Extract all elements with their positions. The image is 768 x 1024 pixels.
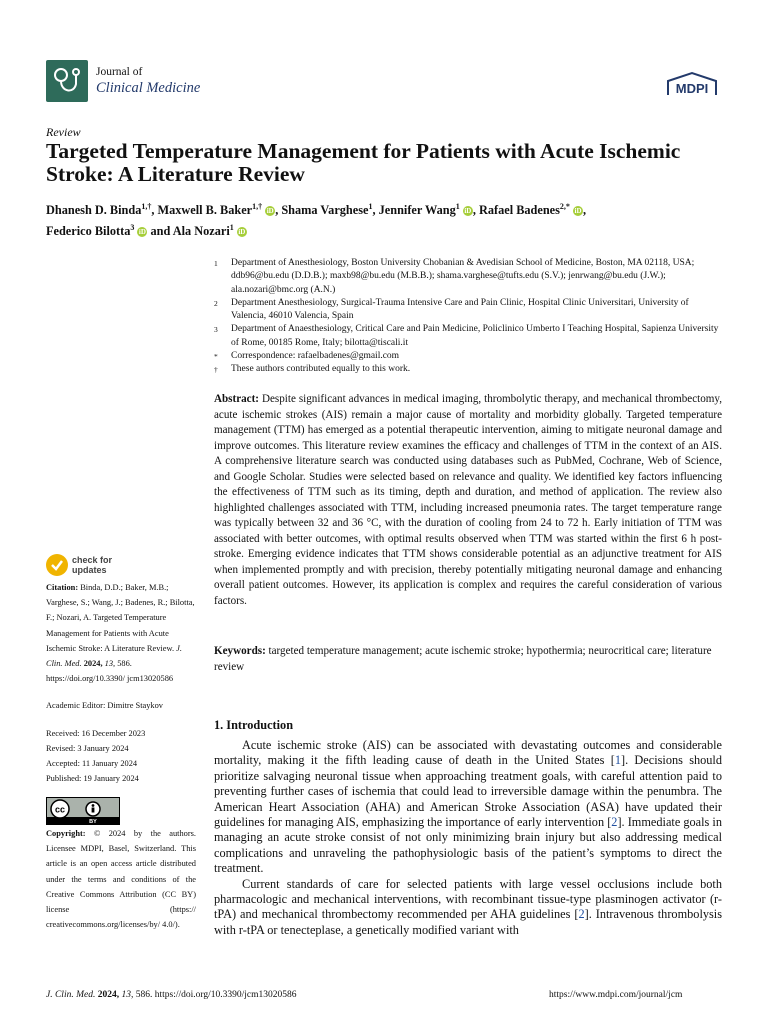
date-received: Received: 16 December 2023 xyxy=(46,728,146,738)
article-type: Review xyxy=(46,125,81,139)
affiliation-mark: 3 xyxy=(214,325,218,335)
citation-label: Citation: xyxy=(46,583,79,592)
copyright-text: © 2024 by the authors. Licensee MDPI, Basel, Switzerland. This article is an open access article distributed under the terms and conditions of the Creative Commons Attribution (CC BY) license (https:// creativecommons.org/licenses/by/ 4.0/). xyxy=(46,829,197,930)
footer-volume: 13, xyxy=(121,990,134,1000)
citation-volume: 13, xyxy=(104,659,116,669)
reference-link[interactable]: 2 xyxy=(611,815,618,830)
reference-link[interactable]: 1 xyxy=(614,753,621,768)
author-affiliation: 2,* xyxy=(559,202,570,211)
author-name[interactable]: Dhanesh D. Binda xyxy=(46,203,142,218)
copyright-label: Copyright: xyxy=(46,829,86,838)
check-updates-line1: check for xyxy=(72,555,113,565)
article-info-sidebar xyxy=(46,580,196,786)
citation-doi-link[interactable]: 586. https://doi.org/10.3390/ jcm13020586 xyxy=(46,659,174,684)
abstract-label: Abstract: xyxy=(214,393,259,405)
orcid-icon[interactable]: iD xyxy=(574,207,582,216)
check-updates-line2: updates xyxy=(72,565,107,575)
author-name[interactable]: Federico Bilotta xyxy=(46,224,131,239)
mdpi-logo xyxy=(664,71,720,99)
orcid-icon[interactable]: iD xyxy=(138,228,146,237)
author-list xyxy=(46,198,726,240)
affiliation-mark: 1 xyxy=(214,259,218,268)
paragraph-text: ]. Immediate goals in managing an acute stroke consist of not only minimizing brain injury but also addressing medical complications and unraveling the pathophysiologic basis of the patient’s symptoms to direct the treatment. xyxy=(214,815,722,876)
author-name[interactable]: Rafael Badenes xyxy=(478,203,560,218)
affiliation-item xyxy=(214,350,724,363)
journal-name: Clinical Medicine xyxy=(96,80,201,96)
journal-logo-icon xyxy=(46,60,88,102)
paragraph-text: Current standards of care for selected patients with large vessel occlusions include both pharmacologic and mechanical interventions, with recombinant tissue-type plasminogen activator (r-tPA) and mechanical thrombectomy recommended per AHA guidelines [ xyxy=(214,876,722,922)
paragraph-text: ]. Intravenous thrombolysis with r-tPA or tenecteplase, a genetically modified variant with xyxy=(214,907,722,937)
keywords-text: targeted temperature management; acute ischemic stroke; hypothermia; neurocritical care; literature review xyxy=(214,645,712,673)
author-affiliation: 3 xyxy=(130,223,135,233)
affiliation-mark: † xyxy=(214,365,218,375)
paragraph xyxy=(214,738,722,877)
footer-journal: J. Clin. Med. xyxy=(46,990,96,1000)
check-updates-label xyxy=(72,555,112,575)
author-separator: , xyxy=(275,203,282,218)
date-revised: Revised: 3 January 2024 xyxy=(46,743,129,753)
paragraph-text: Acute ischemic stroke (AIS) can be associated with devastating outcomes and considerable mortality, making it the fifth leading cause of death in the United States [ xyxy=(214,738,722,768)
author-name[interactable]: Jennifer Wang xyxy=(378,203,456,218)
copyright-notice xyxy=(46,826,196,932)
cc-by-license-icon[interactable] xyxy=(46,797,120,825)
article-title: Targeted Temperature Management for Patients with Acute Ischemic Stroke: A Literature Review xyxy=(46,139,681,186)
abstract-text: Despite significant advances in medical imaging, thrombolytic therapy, and mechanical thrombectomy, acute ischemic strokes (AIS) remain a major cause of mortality and morbidity globally. Targeted temperature management (TTM) has emerged as a potential therapeutic intervention, aiming to mitigate neuronal damage and improve outcomes. This literature review examines the efficacy and challenges of TTM in the context of an AIS. A comprehensive literature search was conducted using databases such as PubMed, Cochrane, Web of Science, and Google Scholar. Studies were selected based on relevance and quality. We identified key factors influencing the effectiveness of TTM such as its timing, depth and duration, and method of application. The review also highlighted challenges associated with TTM, including increased pneumonia rates. The target temperature range was typically between 32 and 36 °C, with the duration of cooling from 24 to 72 h. Early initiation of TTM was associated with better outcomes, with optimal results observed when TTM was started within the first 6 h post-stroke. Emerging evidence indicates that TTM shows considerable potential as an adjunctive treatment for AIS when implemented promptly and with precision, thereby potentially mitigating neuronal damage and enhancing overall patient outcomes. However, its application is complex and requires the careful consideration of various factors. xyxy=(214,393,722,607)
author-affiliation: 1 xyxy=(229,223,234,233)
affiliation-item xyxy=(214,257,724,297)
citation-journal: J. Clin. Med. xyxy=(46,643,182,669)
date-accepted: Accepted: 11 January 2024 xyxy=(46,759,138,769)
keywords-label: Keywords: xyxy=(214,645,266,657)
check-for-updates-button[interactable] xyxy=(46,554,126,580)
correspondence-text: Correspondence: rafaelbadenes@gmail.com xyxy=(231,351,400,362)
paragraph-text: ]. Decisions should prioritize salvaging neuronal tissue when approaching treatment goals, with careful attention paid to preventing further cases of ischemia that could lead to irreversible damage within the penumbra. The American Heart Association (AHA) and American Stroke Association (ASA) have updated their guidelines for managing AIS, emphasizing the importance of early intervention [ xyxy=(214,753,722,830)
cc-by-label: BY xyxy=(89,819,97,824)
introduction-body xyxy=(214,738,722,938)
author-affiliation: 1 xyxy=(455,202,460,211)
author-name[interactable]: Shama Varghese xyxy=(281,203,369,218)
section-heading: 1. Introduction xyxy=(214,718,294,732)
affiliation-text: Department Anesthesiology, Surgical-Trauma Intensive Care and Pain Clinic, Hospital Clinic Universitari, University of Valencia, 46010 Valencia, Spain xyxy=(231,297,689,322)
author-separator: , xyxy=(372,203,379,218)
equal-contribution-note: These authors contributed equally to this work. xyxy=(231,364,411,375)
author-affiliation: 1,† xyxy=(141,202,152,211)
footer-doi-link[interactable]: 586. https://doi.org/10.3390/jcm13020586 xyxy=(135,990,297,1000)
author-separator: , xyxy=(472,203,479,218)
date-published: Published: 19 January 2024 xyxy=(46,774,139,784)
reference-link[interactable]: 2 xyxy=(578,907,585,922)
svg-text:cc: cc xyxy=(54,804,66,815)
author-name[interactable]: Ala Nozari xyxy=(172,224,230,239)
affiliation-mark: 2 xyxy=(214,298,218,308)
journal-name-prefix: Journal of xyxy=(96,66,143,78)
keywords xyxy=(214,644,722,675)
author-separator: , xyxy=(583,203,587,218)
footer-journal-url[interactable]: https://www.mdpi.com/journal/jcm xyxy=(549,990,683,1000)
orcid-icon[interactable]: iD xyxy=(238,228,246,237)
footer-year: 2024, xyxy=(97,990,120,1000)
author-affiliation: 1 xyxy=(368,202,373,211)
footer-citation xyxy=(46,990,297,1000)
citation-year: 2024, xyxy=(83,659,103,669)
affiliation-mark: * xyxy=(214,352,218,362)
author-separator: and xyxy=(147,224,173,239)
author-name[interactable]: Maxwell B. Baker xyxy=(157,203,253,218)
affiliation-text: Department of Anesthesiology, Boston University Chobanian & Avedisian School of Medicine, Boston, MA 02118, USA; ddb96@bu.edu (D.D.B.); maxb98@bu.edu (M.B.B.); shama.varghese@tufts.edu (S.V.); jenrwang@bu.edu (J.W.); ala.nozari@bmc.org (A.N.) xyxy=(231,258,695,295)
author-separator: , xyxy=(151,203,158,218)
orcid-icon[interactable]: iD xyxy=(266,207,274,216)
academic-editor: Academic Editor: Dimitre Staykov xyxy=(46,701,163,711)
affiliation-text: Department of Anaesthesiology, Critical Care and Pain Medicine, Policlinico Umberto I Teaching Hospital, Sapienza University of Rome, 00185 Rome, Italy; bilotta@tiscali.it xyxy=(231,324,719,348)
affiliation-item xyxy=(214,297,724,324)
mdpi-wordmark: MDPI xyxy=(675,81,709,96)
affiliation-item xyxy=(214,363,724,376)
paragraph xyxy=(214,877,722,939)
abstract xyxy=(214,392,722,609)
citation xyxy=(46,580,196,686)
author-affiliation: 1,† xyxy=(252,202,263,211)
affiliation-item xyxy=(214,323,724,350)
check-updates-icon xyxy=(46,554,68,576)
orcid-icon[interactable]: iD xyxy=(464,207,472,216)
citation-text: Binda, D.D.; Baker, M.B.; Varghese, S.; Wang, J.; Badenes, R.; Bilotta, F.; Nozari, A. Targeted Temperature Management for Patients with Acute Ischemic Stroke: A Literature Review. xyxy=(46,583,195,653)
affiliations xyxy=(214,257,724,377)
